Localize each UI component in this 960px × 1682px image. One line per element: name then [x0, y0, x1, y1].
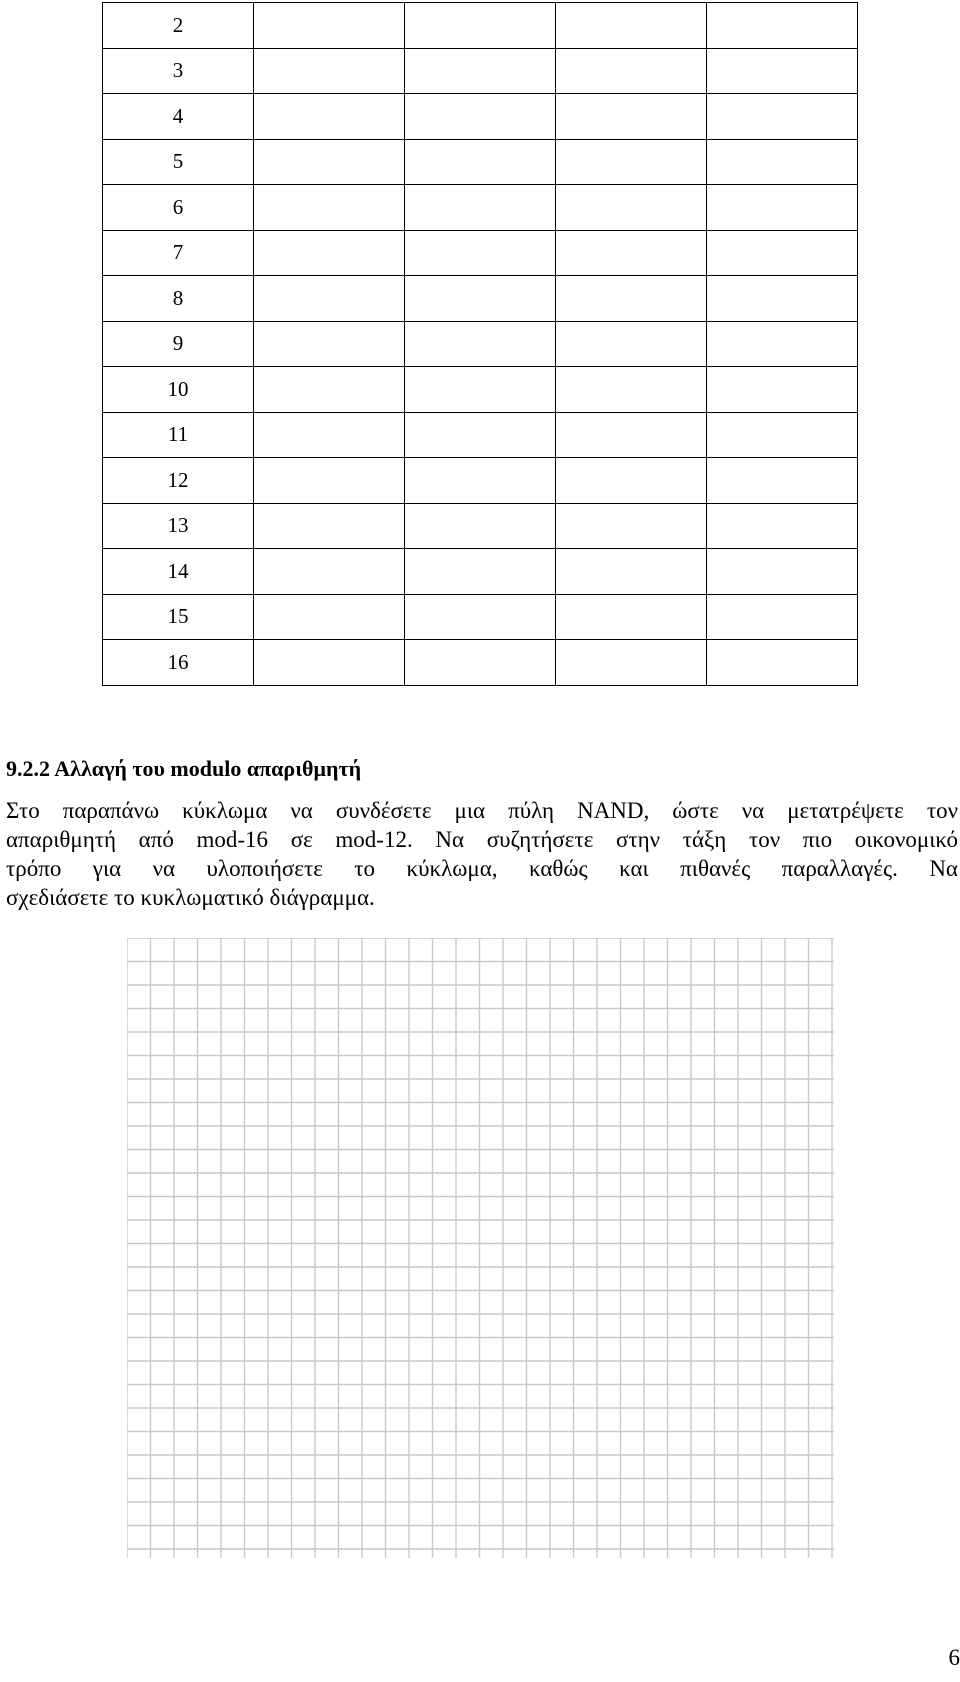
row-state-number: 6	[103, 185, 254, 231]
row-state-number: 13	[103, 503, 254, 549]
table-cell-empty	[254, 48, 405, 94]
table-cell-empty	[254, 94, 405, 140]
table-cell-empty	[405, 321, 556, 367]
table-row	[103, 94, 858, 140]
table-cell-empty	[254, 321, 405, 367]
table-cell-empty	[556, 94, 707, 140]
paragraph-line-1: Στο παραπάνω κύκλωμα να συνδέσετε μια πύλη NAND, ώστε να μετατρέψετε τον	[6, 798, 958, 823]
table-row	[103, 139, 858, 185]
table-cell-empty	[254, 367, 405, 413]
table-cell-empty	[405, 94, 556, 140]
table-cell-empty	[556, 640, 707, 686]
row-state-number: 7	[103, 230, 254, 276]
row-state-number: 4	[103, 94, 254, 140]
table-cell-empty	[556, 321, 707, 367]
table-cell-empty	[707, 549, 858, 595]
table-row	[103, 230, 858, 276]
row-state-number: 10	[103, 367, 254, 413]
page-number: 6	[948, 1645, 960, 1670]
table-row	[103, 367, 858, 413]
row-state-number: 5	[103, 139, 254, 185]
table-cell-empty	[405, 412, 556, 458]
table-cell-empty	[556, 230, 707, 276]
row-state-number: 14	[103, 549, 254, 595]
table-row	[103, 549, 858, 595]
table-cell-empty	[707, 367, 858, 413]
table-cell-empty	[254, 640, 405, 686]
table-cell-empty	[707, 640, 858, 686]
table-cell-empty	[556, 276, 707, 322]
table-row	[103, 185, 858, 231]
paragraph-line-3: τρόπο για να υλοποιήσετε το κύκλωμα, καθώς και πιθανές παραλλαγές. Να	[6, 856, 958, 881]
table-row	[103, 3, 858, 49]
table-row	[103, 640, 858, 686]
row-state-number: 12	[103, 458, 254, 504]
table-cell-empty	[556, 139, 707, 185]
table-row	[103, 503, 858, 549]
drawing-grid	[127, 938, 834, 1558]
table-cell-empty	[707, 139, 858, 185]
row-state-number: 16	[103, 640, 254, 686]
table-cell-empty	[254, 3, 405, 49]
counter-state-table	[102, 2, 858, 686]
table-cell-empty	[707, 94, 858, 140]
row-state-number: 8	[103, 276, 254, 322]
row-state-number: 15	[103, 594, 254, 640]
counter-state-table-body	[103, 3, 858, 686]
table-cell-empty	[405, 458, 556, 504]
table-cell-empty	[556, 503, 707, 549]
table-cell-empty	[707, 321, 858, 367]
table-cell-empty	[405, 3, 556, 49]
row-state-number: 2	[103, 3, 254, 49]
section-title: 9.2.2 Αλλαγή του modulo απαριθμητή	[6, 756, 362, 781]
row-state-number: 11	[103, 412, 254, 458]
table-cell-empty	[254, 230, 405, 276]
table-row	[103, 458, 858, 504]
table-row	[103, 412, 858, 458]
table-cell-empty	[405, 185, 556, 231]
row-state-number: 3	[103, 48, 254, 94]
row-state-number: 9	[103, 321, 254, 367]
table-cell-empty	[556, 48, 707, 94]
table-cell-empty	[707, 276, 858, 322]
table-row	[103, 321, 858, 367]
table-cell-empty	[254, 276, 405, 322]
table-cell-empty	[254, 458, 405, 504]
table-cell-empty	[556, 412, 707, 458]
table-cell-empty	[254, 549, 405, 595]
table-cell-empty	[556, 185, 707, 231]
table-cell-empty	[556, 549, 707, 595]
table-cell-empty	[707, 3, 858, 49]
table-cell-empty	[405, 503, 556, 549]
table-cell-empty	[405, 139, 556, 185]
table-cell-empty	[405, 230, 556, 276]
table-row	[103, 48, 858, 94]
table-cell-empty	[254, 503, 405, 549]
table-cell-empty	[405, 549, 556, 595]
table-cell-empty	[707, 458, 858, 504]
table-cell-empty	[405, 594, 556, 640]
table-cell-empty	[556, 3, 707, 49]
table-cell-empty	[707, 230, 858, 276]
table-row	[103, 276, 858, 322]
table-cell-empty	[254, 185, 405, 231]
table-cell-empty	[707, 185, 858, 231]
table-cell-empty	[254, 412, 405, 458]
table-cell-empty	[707, 503, 858, 549]
table-cell-empty	[405, 367, 556, 413]
paragraph-line-4: σχεδιάσετε το κυκλωματικό διάγραμμα.	[6, 885, 375, 910]
table-cell-empty	[254, 594, 405, 640]
table-cell-empty	[405, 640, 556, 686]
table-cell-empty	[707, 412, 858, 458]
table-cell-empty	[405, 276, 556, 322]
table-cell-empty	[556, 594, 707, 640]
table-cell-empty	[254, 139, 405, 185]
table-cell-empty	[707, 594, 858, 640]
table-cell-empty	[556, 458, 707, 504]
table-cell-empty	[707, 48, 858, 94]
table-cell-empty	[405, 48, 556, 94]
paragraph-line-2: απαριθμητή από mod-16 σε mod-12. Να συζητήσετε στην τάξη τον πιο οικονομικό	[6, 827, 958, 852]
table-row	[103, 594, 858, 640]
table-cell-empty	[556, 367, 707, 413]
